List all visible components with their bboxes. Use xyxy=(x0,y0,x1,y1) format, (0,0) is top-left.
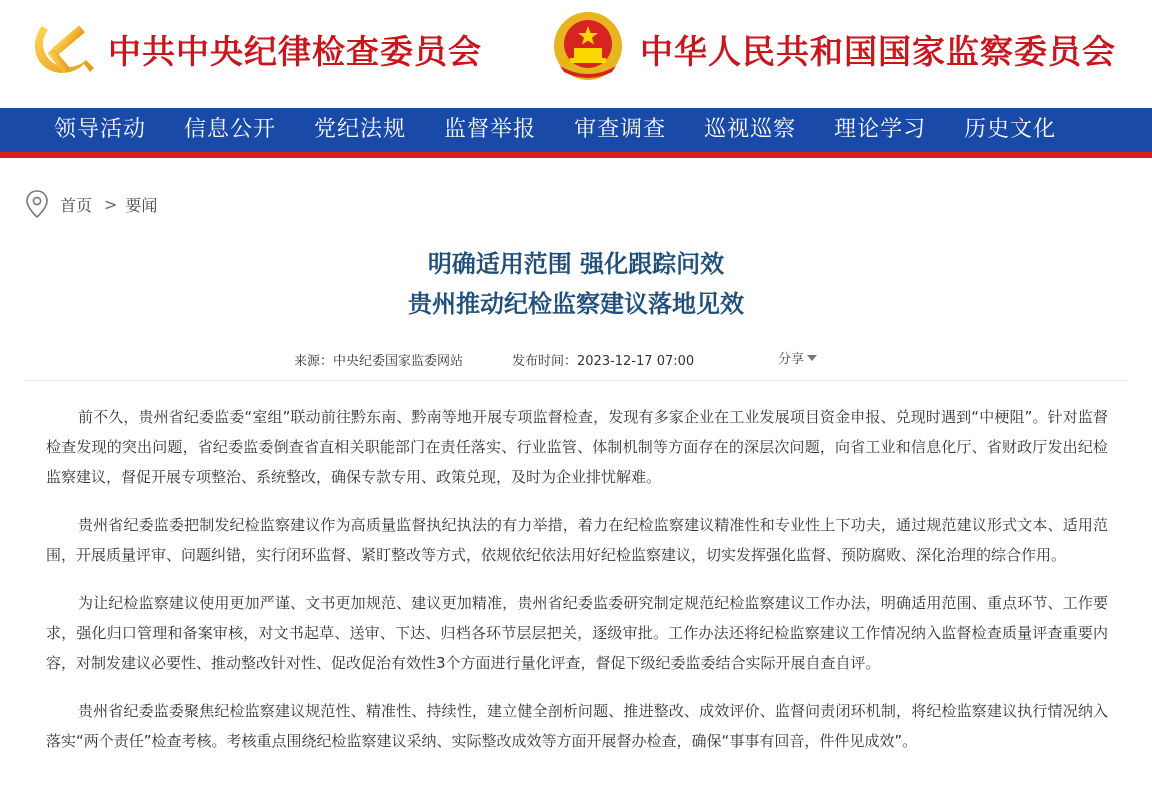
nav-item-reporting[interactable]: 监督举报 xyxy=(444,117,537,142)
article-title-line-1: 明确适用范围 强化跟踪问效 xyxy=(427,250,725,278)
meta-divider xyxy=(24,380,1128,381)
article-paragraph: 为让纪检监察建议使用更加严谨、文书更加规范、建议更加精准，贵州省纪委监委研究制定规范纪检监察建议工作办法，明确适用范围、重点环节、工作要求，强化归口管理和备案审核，对文书起草、送审、下达、归档各环节层层把关，逐级审批。工作办法还将纪检监察建议工作情况纳入监督检查质量评查重要内容，对制发建议必要性、推动整改针对性、促改促治有效性3个方面进行量化评查，督促下级纪委监委结合实际开展自查自评。 xyxy=(46,594,1108,672)
article-paragraph: 贵州省纪委监委聚焦纪检监察建议规范性、精准性、持续性，建立健全剖析问题、推进整改、成效评价、监督问责闭环机制，将纪检监察建议执行情况纳入落实“两个责任”检查考核。考核重点围绕纪检监察建议采纳、实际整改成效等方面开展督办检查，确保“事事有回音，件件见成效”。 xyxy=(46,702,1108,750)
nav-item-investigation[interactable]: 审查调查 xyxy=(574,117,667,142)
national-supervisory-commission-title[interactable]: 中华人民共和国国家监察委员会 xyxy=(640,32,1116,71)
source-value: 中央纪委国家监委网站 xyxy=(333,354,464,369)
breadcrumb xyxy=(24,189,157,219)
article-paragraph: 前不久，贵州省纪委监委“室组”联动前往黔东南、黔南等地开展专项监督检查，发现有多家企业在工业发展项目资金申报、兑现时遇到“中梗阻”。针对监督检查发现的突出问题，省纪委监委倒查省直相关职能部门在责任落实、行业监管、体制机制等方面存在的深层次问题，向省工业和信息化厅、省财政厅发出纪检监察建议，督促开展专项整治、系统整改，确保专款专用、政策兑现，及时为企业排忧解难。 xyxy=(46,408,1108,486)
article-title xyxy=(0,244,1152,324)
nav-item-leadership[interactable]: 领导活动 xyxy=(54,117,147,142)
nav-accent-bar xyxy=(0,152,1152,158)
nav-item-inspection[interactable]: 巡视巡察 xyxy=(704,117,797,142)
article-publish-time xyxy=(512,350,694,369)
nav-item-information[interactable]: 信息公开 xyxy=(184,117,277,142)
breadcrumb-separator: > xyxy=(104,194,118,214)
breadcrumb-home-link[interactable]: 首页 xyxy=(60,195,93,215)
chevron-down-icon xyxy=(807,355,817,361)
cpc-discipline-commission-title[interactable]: 中共中央纪律检查委员会 xyxy=(108,32,482,71)
share-button[interactable] xyxy=(778,348,817,367)
national-emblem-icon[interactable] xyxy=(552,10,624,82)
article-title-line-2: 贵州推动纪检监察建议落地见效 xyxy=(408,290,744,318)
article-body xyxy=(46,402,1108,774)
nav-list xyxy=(0,108,1152,152)
site-header xyxy=(0,0,1152,108)
source-label: 来源： xyxy=(294,354,334,369)
article-source xyxy=(294,350,463,369)
nav-item-regulations[interactable]: 党纪法规 xyxy=(314,117,407,142)
main-nav xyxy=(0,108,1152,152)
breadcrumb-current-link[interactable]: 要闻 xyxy=(125,195,158,215)
location-pin-icon xyxy=(24,189,50,219)
share-label: 分享 xyxy=(778,352,805,367)
nav-item-history[interactable]: 历史文化 xyxy=(964,117,1057,142)
nav-item-theory[interactable]: 理论学习 xyxy=(834,117,927,142)
hammer-sickle-icon[interactable] xyxy=(28,12,94,80)
time-value: 2023-12-17 07:00 xyxy=(577,354,695,369)
time-label: 发布时间： xyxy=(512,354,578,369)
article-paragraph: 贵州省纪委监委把制发纪检监察建议作为高质量监督执纪执法的有力举措，着力在纪检监察建议精准性和专业性上下功夫，通过规范建议形式文本、适用范围，开展质量评审、问题纠错，实行闭环监督、紧盯整改等方式，依规依纪依法用好纪检监察建议，切实发挥强化监督、预防腐败、深化治理的综合作用。 xyxy=(46,516,1108,564)
